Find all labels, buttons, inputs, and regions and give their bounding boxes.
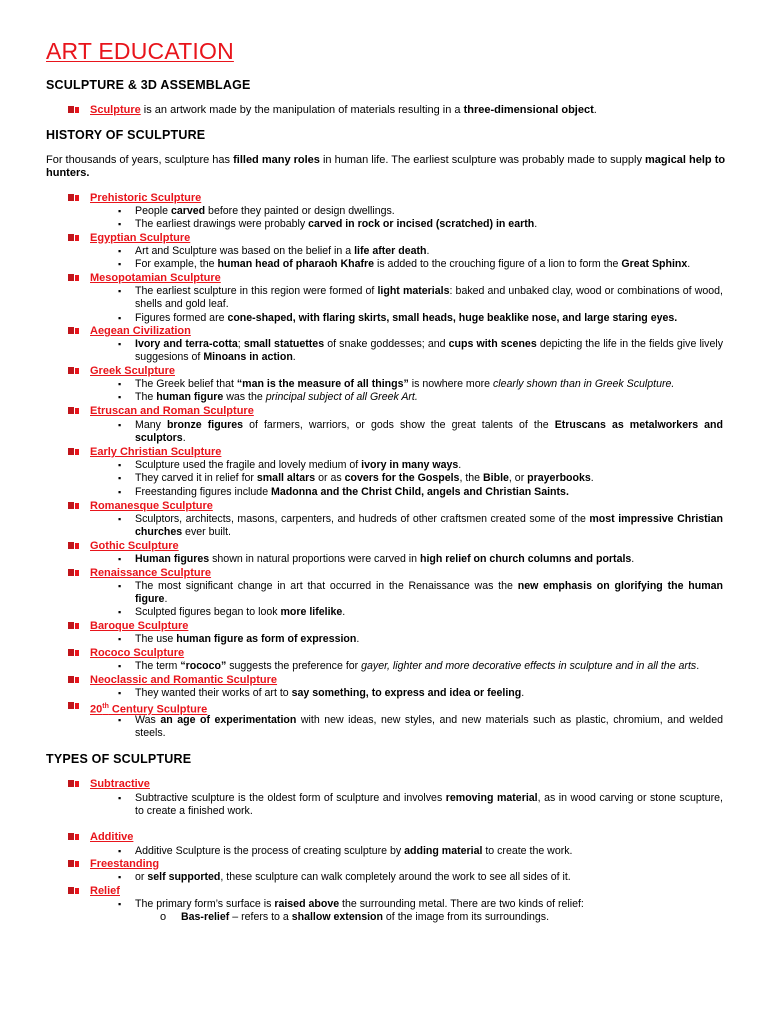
red-square-bullet-icon: [68, 674, 84, 686]
list-item: Subtractive sculpture is the oldest form of sculpture and involves removing material, as in wood carving or stone scupture, to create a finished work.: [135, 792, 723, 817]
small-square-bullet-icon: ▪: [118, 661, 122, 671]
category-mesopotamian: Mesopotamian Sculpture: [90, 272, 221, 284]
red-square-bullet-icon: [68, 700, 84, 712]
small-square-bullet-icon: ▪: [118, 872, 122, 882]
list-item: The term “rococo” suggests the preference for gayer, lighter and more decorative effects in sculpture and in all the arts.: [135, 660, 700, 672]
list-item: For example, the human head of pharaoh Khafre is added to the crouching figure of a lion to form the Great Sphinx.: [135, 258, 691, 270]
history-intro: For thousands of years, sculpture has filled many roles in human life. The earliest sculpture was probably made to supply magical help to hunters.: [46, 154, 726, 179]
list-item: Sculptors, architects, masons, carpenters, and hudreds of other craftsmen created some of the most impressive Christian churches ever built.: [135, 513, 723, 538]
list-item: Human figures shown in natural proportions were carved in high relief on church columns and portals.: [135, 553, 635, 565]
category-greek: Greek Sculpture: [90, 365, 175, 377]
list-item: Bas-relief – refers to a shallow extension of the image from its surroundings.: [181, 911, 550, 923]
small-square-bullet-icon: ▪: [118, 581, 122, 591]
list-item: The Greek belief that “man is the measure of all things” is nowhere more clearly shown than in Greek Sculpture.: [135, 378, 675, 390]
red-square-bullet-icon: [68, 104, 84, 116]
list-item: They wanted their works of art to say something, to express and idea or feeling.: [135, 687, 525, 699]
definition-line: Sculpture is an artwork made by the manipulation of materials resulting in a three-dimensional object.: [90, 104, 597, 116]
list-item: Figures formed are cone-shaped, with flaring skirts, small heads, huge beaklike nose, and large staring eyes.: [135, 312, 678, 324]
list-item: or self supported, these sculpture can walk completely around the work to see all sides of it.: [135, 871, 571, 883]
list-item: Freestanding figures include Madonna and the Christ Child, angels and Christian Saints.: [135, 486, 569, 498]
red-square-bullet-icon: [68, 272, 84, 284]
small-square-bullet-icon: ▪: [118, 554, 122, 564]
category-prehistoric: Prehistoric Sculpture: [90, 192, 202, 204]
red-square-bullet-icon: [68, 232, 84, 244]
category-20th-century: 20th Century Sculpture: [90, 703, 208, 716]
list-item: Sculpted figures began to look more lifelike.: [135, 606, 346, 618]
list-item: Ivory and terra-cotta; small statuettes of snake goddesses; and cups with scenes depicting the life in the fields give lively suggesions of Minoans in action.: [135, 338, 723, 363]
list-item: People carved before they painted or design dwellings.: [135, 205, 395, 217]
section-heading-sculpture: SCULPTURE & 3D ASSEMBLAGE: [46, 78, 251, 92]
small-square-bullet-icon: ▪: [118, 313, 122, 323]
small-square-bullet-icon: ▪: [118, 688, 122, 698]
small-square-bullet-icon: ▪: [118, 339, 122, 349]
small-square-bullet-icon: ▪: [118, 392, 122, 402]
list-item: The primary form’s surface is raised above the surrounding metal. There are two kinds of relief:: [135, 898, 584, 910]
list-item: The earliest sculpture in this region were formed of light materials: baked and unbaked clay, wood or combinations of wood, shells and gold leaf.: [135, 285, 724, 310]
small-square-bullet-icon: ▪: [118, 899, 122, 909]
red-square-bullet-icon: [68, 885, 84, 897]
red-square-bullet-icon: [68, 192, 84, 204]
category-aegean: Aegean Civilization: [90, 325, 191, 337]
category-early-christian: Early Christian Sculpture: [90, 446, 222, 458]
small-square-bullet-icon: ▪: [118, 715, 122, 725]
small-square-bullet-icon: ▪: [118, 514, 122, 524]
type-additive: Additive: [90, 831, 134, 843]
red-square-bullet-icon: [68, 831, 84, 843]
list-item: The most significant change in art that occurred in the Renaissance was the new emphasis on glorifying the human figure.: [135, 580, 723, 605]
circle-bullet-icon: o: [160, 911, 167, 923]
category-baroque: Baroque Sculpture: [90, 620, 189, 632]
small-square-bullet-icon: ▪: [118, 634, 122, 644]
list-item: They carved it in relief for small altars or as covers for the Gospels, the Bible, or prayerbooks.: [135, 472, 594, 484]
category-romanesque: Romanesque Sculpture: [90, 500, 213, 512]
red-square-bullet-icon: [68, 500, 84, 512]
small-square-bullet-icon: ▪: [118, 219, 122, 229]
red-square-bullet-icon: [68, 405, 84, 417]
red-square-bullet-icon: [68, 620, 84, 632]
category-gothic: Gothic Sculpture: [90, 540, 179, 552]
small-square-bullet-icon: ▪: [118, 379, 122, 389]
list-item: The human figure was the principal subject of all Greek Art.: [135, 391, 418, 403]
type-subtractive: Subtractive: [90, 778, 150, 790]
list-item: Art and Sculpture was based on the belief in a life after death.: [135, 245, 430, 257]
red-square-bullet-icon: [68, 778, 84, 790]
small-square-bullet-icon: ▪: [118, 286, 122, 296]
red-square-bullet-icon: [68, 647, 84, 659]
red-square-bullet-icon: [68, 567, 84, 579]
category-egyptian: Egyptian Sculpture: [90, 232, 191, 244]
list-item: Sculpture used the fragile and lovely medium of ivory in many ways.: [135, 459, 462, 471]
category-rococo: Rococo Sculpture: [90, 647, 185, 659]
small-square-bullet-icon: ▪: [118, 460, 122, 470]
red-square-bullet-icon: [68, 540, 84, 552]
list-item: The use human figure as form of expression.: [135, 633, 360, 645]
small-square-bullet-icon: ▪: [118, 846, 122, 856]
category-etruscan: Etruscan and Roman Sculpture: [90, 405, 254, 417]
red-square-bullet-icon: [68, 365, 84, 377]
type-relief: Relief: [90, 885, 120, 897]
list-item: Was an age of experimentation with new ideas, new styles, and new materials such as plastic, chromium, and welded steels.: [135, 714, 723, 739]
category-renaissance: Renaissance Sculpture: [90, 567, 212, 579]
section-heading-types: TYPES OF SCULPTURE: [46, 752, 192, 766]
small-square-bullet-icon: ▪: [118, 259, 122, 269]
definition-term: Sculpture: [90, 104, 141, 116]
small-square-bullet-icon: ▪: [118, 793, 122, 803]
red-square-bullet-icon: [68, 325, 84, 337]
list-item: The earliest drawings were probably carved in rock or incised (scratched) in earth.: [135, 218, 538, 230]
red-square-bullet-icon: [68, 446, 84, 458]
red-square-bullet-icon: [68, 858, 84, 870]
page-title: ART EDUCATION: [46, 38, 234, 64]
section-heading-history: HISTORY OF SCULPTURE: [46, 128, 206, 142]
small-square-bullet-icon: ▪: [118, 206, 122, 216]
small-square-bullet-icon: ▪: [118, 487, 122, 497]
list-item: Additive Sculpture is the process of creating sculpture by adding material to create the work.: [135, 845, 573, 857]
small-square-bullet-icon: ▪: [118, 607, 122, 617]
small-square-bullet-icon: ▪: [118, 420, 122, 430]
small-square-bullet-icon: ▪: [118, 473, 122, 483]
category-neoclassic: Neoclassic and Romantic Sculpture: [90, 674, 278, 686]
type-freestanding: Freestanding: [90, 858, 160, 870]
list-item: Many bronze figures of farmers, warriors, or gods show the great talents of the Etruscans as metalworkers and sculptors.: [135, 419, 723, 444]
small-square-bullet-icon: ▪: [118, 246, 122, 256]
